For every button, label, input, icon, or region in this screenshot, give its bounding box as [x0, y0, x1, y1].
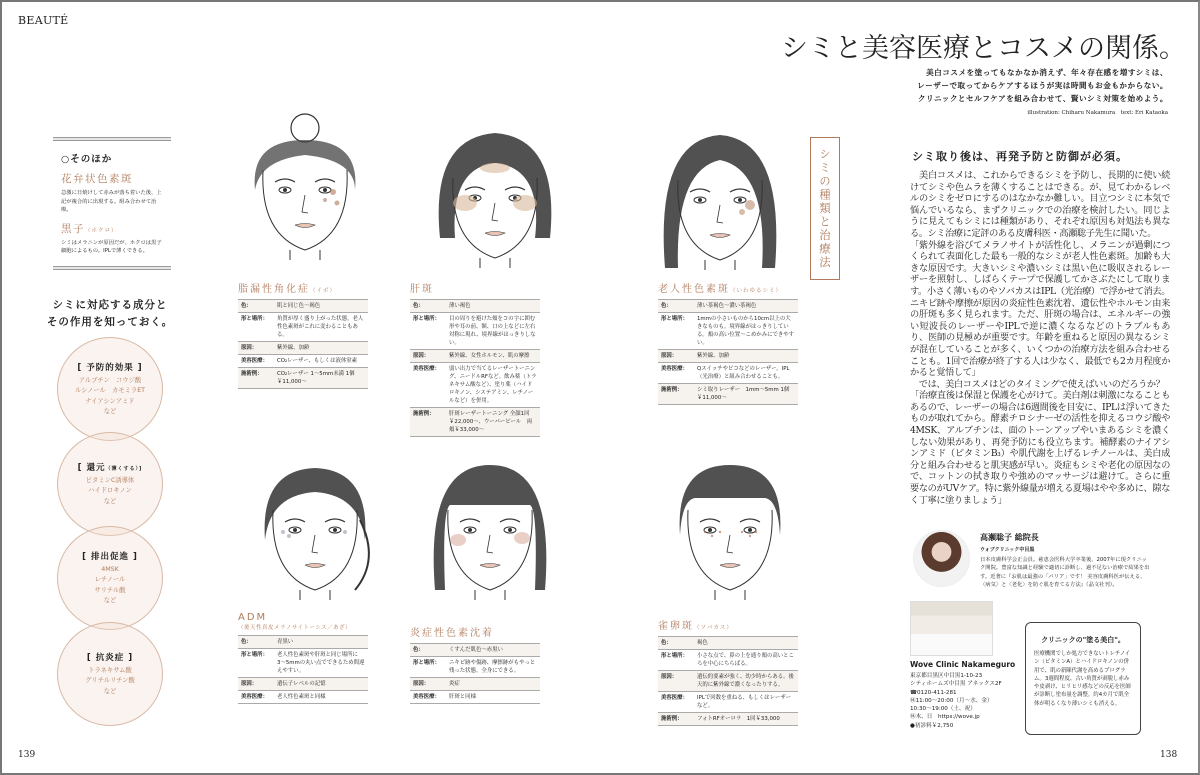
condition-table — [238, 299, 368, 389]
row-label: 美容医療： — [658, 692, 694, 713]
ingredient-item: グリチルリチン酸 — [85, 677, 135, 685]
table-row — [410, 300, 540, 313]
row-value: 薄い茶褐色〜濃い茶褐色 — [694, 300, 798, 313]
paragraph: 美白コスメは、これからできるシミを予防し、長期的に使い続けてシミや色ムラを薄くすることはできる。が、見てわかるレベルのシミをゼロにするのはなかなか難しい。目立つシミに本気で悩んでいるなら、まずクリニックでの治療を検討したい。同じように見えてもシミには種類があり、それぞれ原因も対処法も異なる。シミ治療に定評のある皮膚科医・高瀬聡子先生に聞いた。 — [910, 170, 1170, 239]
table-row — [658, 313, 798, 350]
table-row — [238, 300, 368, 313]
doctor-name: 高瀬聡子 総院長 — [980, 533, 1039, 542]
table-row — [658, 650, 798, 671]
section-label: BEAUTÉ — [18, 14, 69, 27]
condition-name: 肝斑 — [410, 284, 434, 295]
table-row — [410, 363, 540, 408]
other-item-title: 花弁状色素斑 — [61, 173, 133, 185]
row-label: 美容医療： — [238, 691, 274, 704]
row-value: ニキビ跡や傷跡、摩擦跡がもやっと残った状態。全身にできる。 — [446, 657, 540, 678]
clinic-photo — [910, 601, 993, 656]
article-lead: 美白コスメを塗ってもなかなか消えず、年々存在感を増すシミは、 レーザーで取ってからケアするほうが実は時間もお金もかからない。 クリニックとセルフケアを組み合わせて、賢いシミ対策を始めよう。 — [917, 68, 1168, 103]
tip-title: クリニックの"塗る美白"。 — [1041, 636, 1125, 644]
clinic-info — [910, 660, 1030, 730]
condition-name: 老人性色素斑（いわゆるシミ） — [658, 284, 783, 295]
clinic-hours: ㊡11:00〜20:00（月〜水、金） — [910, 697, 993, 704]
other-box-title: ○そのほか — [61, 154, 113, 165]
box-top-bar — [53, 137, 171, 141]
row-label: 形と場所： — [658, 650, 694, 671]
table-row — [238, 678, 368, 691]
ingredient-item: 4MSK — [101, 565, 119, 573]
credit-line: illustration: Chiharu Nakamura text: Eri Kataoka — [1027, 110, 1168, 116]
ingredient-circle — [57, 622, 163, 726]
ingredient-item: レチノール — [94, 576, 126, 583]
other-types-box — [53, 137, 171, 270]
row-label: 施術例： — [410, 408, 446, 437]
ingredient-item: など — [103, 597, 117, 604]
row-label: 色： — [238, 300, 274, 313]
doctor-profile — [980, 532, 1152, 589]
table-row — [238, 636, 368, 649]
paragraph: 「治療直後は保湿と保護を心がけて。美白剤は刺激になることもあるので、レーザーの場合は6週間後を目安に、IPLは浮いてきたものが取れてから。酵素チロシナーゼの活性を抑えるコウジ酸や4MSK、アルブチンは、面のトーンアップやいまあるシミを濃くしない効果があり、再発予防にも役立ちます。補酵素のナイアシンアミド（ビタミンB₃）や肌代謝を上げるレチノールは、美白成分と組み合わせると肌実感が早い。炎症もシミや老化の原因なので、コットンの拭き取りや強めのマッサージは避けて。さらに重要なのがUVケア。特に紫外線量が増える夏場はやや多めに、隙なく丁寧に塗りましょう」 — [910, 390, 1170, 506]
clinic-closed-url[interactable]: ㊡木、日 https://wove.jp — [910, 714, 980, 721]
condition-name: 脂漏性角化症（イボ） — [238, 284, 337, 295]
page-number-left: 139 — [18, 750, 36, 760]
row-label: 形と場所： — [658, 313, 694, 350]
row-value: 褐色 — [694, 637, 798, 650]
row-label: 色： — [658, 300, 694, 313]
face-illustration — [245, 450, 385, 600]
row-label: 色： — [410, 300, 446, 313]
ingredient-category: [ 抗炎症 ] — [86, 652, 134, 663]
row-value: 肌と同じ色〜褐色 — [274, 300, 368, 313]
row-label: 施術例： — [658, 713, 694, 726]
clinic-name: Wove Clinic Nakameguro — [910, 660, 1016, 669]
row-value: フォトRFオーロラ 1回￥33,000 — [694, 713, 798, 726]
condition-subtitle: （後天性真皮メラノサイトーシス／あざ） — [238, 625, 352, 631]
row-label: 原因： — [410, 678, 446, 691]
ingredient-category: [ 還元（薄くする）] — [77, 462, 143, 473]
other-item-text: シミはメラニンが原因だが、ホクロは黒子細胞によるもの。IPLで薄くできる。 — [61, 239, 162, 254]
row-label: 美容医療： — [238, 355, 274, 368]
row-label: 美容医療： — [658, 363, 694, 384]
condition-card — [658, 617, 798, 726]
face-illustration — [420, 450, 560, 600]
row-value: CO₂レーザー、もしくは液体窒素 — [274, 355, 368, 368]
clinic-hours-weekend: 10:30〜19:00（土、祝） — [910, 706, 976, 713]
row-value: 紫外線、女性ホルモン、肌の摩擦 — [446, 350, 540, 363]
tip-text: 医療機関でしか処方できないトレチノイン（ビタミンA）とハイドロキノンの併用で、肌の新陳代謝を高めるプログラム。3週間程度、古い角質が剥脱し赤みや皮剥け、ヒリヒリ感などの反応を医師が診断し塗布量を調整。約4カ月で肌全体が明るくなり薄いシミも消える。 — [1034, 651, 1131, 707]
row-value: くすんだ肌色〜赤黒い — [446, 644, 540, 657]
table-row — [658, 671, 798, 692]
article-title: シミと美容医療とコスメの関係。 — [781, 33, 1186, 64]
row-label: 形と場所： — [238, 649, 274, 678]
table-row — [238, 313, 368, 342]
ingredient-item: サリチル酸 — [94, 586, 126, 594]
clinic-phone: ☎0120-411-281 — [910, 689, 957, 696]
row-value: 小さな点で、鼻の上を通り頬の高いところを中心にちらばる。 — [694, 650, 798, 671]
row-label: 施術例： — [658, 384, 694, 405]
ingredient-circle — [57, 526, 163, 630]
body-heading: シミ取り後は、再発予防と防御が必須。 — [912, 150, 1128, 163]
row-value: 紫外線、加齢 — [274, 342, 368, 355]
doctor-clinic: ウォブクリニック中目黒 — [980, 547, 1035, 553]
article-body — [910, 170, 1170, 506]
table-row — [658, 300, 798, 313]
other-item-title: 黒子（ホクロ） — [61, 222, 118, 235]
table-row — [410, 691, 540, 704]
row-value: 弱い出力で当てるレーザートーニング、ニードルRFなど。飲み薬（トラネキサム酸など）、塗り薬（ハイドロキノン、システアミン、レチノールなど）を併用。 — [446, 363, 540, 408]
ingredients-heading: シミに対応する成分と その作用を知っておく。 — [46, 299, 174, 328]
doctor-photo — [913, 530, 970, 587]
condition-card — [238, 612, 368, 704]
row-value: CO₂レーザー 1〜5mm未満 1個￥11,000〜 — [274, 368, 368, 389]
condition-card — [658, 280, 798, 405]
row-label: 美容医療： — [410, 691, 446, 704]
table-row — [658, 350, 798, 363]
condition-card — [238, 280, 368, 389]
row-label: 原因： — [410, 350, 446, 363]
table-row — [238, 691, 368, 704]
ingredient-item: ハイドロキノン — [88, 487, 132, 495]
condition-name: 雀卵斑（ソバカス） — [658, 621, 733, 632]
condition-card — [410, 624, 540, 704]
ingredient-item: など — [103, 687, 117, 695]
condition-card — [410, 280, 540, 437]
clinic-fee: ●初診料￥2,750 — [910, 722, 954, 729]
row-value: 遺伝的要素が強く、幼少時からある。後天的に紫外線で濃くなったりする。 — [694, 671, 798, 692]
table-row — [410, 350, 540, 363]
ingredient-item: ビタミンC誘導体 — [85, 476, 135, 484]
table-row — [658, 692, 798, 713]
ingredient-circle — [57, 337, 163, 441]
table-row — [410, 644, 540, 657]
paragraph: 「紫外線を浴びてメラノサイトが活性化し、メラニンが過剰につくられて表面化した最も一般的なシミが老人性色素斑。加齢も大きな原因です。大きいシミや濃いシミは黒い色に吸収されるレーザーを照射し、しばらくテープで保護してかさぶたにして取ります。小さく薄いものやソバカスはIPL（光治療）で浮かせて消去。ニキビ跡や摩擦が原因の炎症性色素沈着、遺伝性やホルモン由来の肝斑も多く見られます。ただ、肝斑の場合は、エネルギーの強い短波長のレーザーやIPLで逆に濃くなるなどのトラブルもあり、医師の見極めが重要です。年齢を重ねると原因の異なるシミが混在していることが多く、いくつかの治療方法を組み合わせることも。1回で治療が終了する人は少なく、最低でも2カ月程度かかると覚悟して」 — [910, 239, 1170, 379]
ingredient-item: トラネキサム酸 — [88, 666, 132, 674]
face-illustration — [425, 118, 565, 268]
row-label: 色： — [658, 637, 694, 650]
ingredient-category: [ 予防的効果 ] — [77, 362, 143, 373]
ingredient-item: ナイアシンアミド — [85, 397, 135, 405]
row-value: 角質が厚く盛り上がった状態。老人性色素斑がこれに変わることもある。 — [274, 313, 368, 342]
section-vertical-label: シミの種類と治療法 — [810, 137, 840, 280]
table-row — [410, 313, 540, 350]
row-value: 肝斑レーザートーニング 全顔1回￥22,000〜、ウーバーピール 両頬￥33,000〜 — [446, 408, 540, 437]
ingredient-item: アルブチン コウジ酸 — [78, 376, 142, 384]
row-value: Qスイッチやピコなどのレーザー。IPL（光治療）と組み合わせることも。 — [694, 363, 798, 384]
row-value: シミ取りレーザー 1mm〜5mm 1個￥11,000〜 — [694, 384, 798, 405]
paragraph: では、美白コスメはどのタイミングで使えばいいのだろうか？ — [910, 378, 1165, 390]
tip-box — [1025, 622, 1141, 735]
doctor-bio: 日本皮膚科学会正会員。慈恵会医科大学卒業後、2007年に現クリニック開院。豊富な知識と経験で適切に診断し、過不足ない治療で結果を出す。近著に『お肌は最強の「バリア」です！ 美容皮膚科医が伝える、〈病気〉と〈老化〉を防ぐ肌を育てる方法』（晶文社刊）。 — [980, 557, 1150, 588]
row-label: 美容医療： — [410, 363, 446, 408]
row-label: 原因： — [238, 678, 274, 691]
row-value: 薄い褐色 — [446, 300, 540, 313]
row-label: 形と場所： — [410, 313, 446, 350]
condition-table — [658, 299, 798, 405]
row-value: 1mmの小さいものから10cm以上の大きなものも。境界線がはっきりしている。頬の高い位置〜こめかみにできやすい。 — [694, 313, 798, 350]
row-label: 形と場所： — [410, 657, 446, 678]
table-row — [238, 649, 368, 678]
row-value: 老人性色素斑と同様 — [274, 691, 368, 704]
table-row — [410, 408, 540, 437]
row-label: 形と場所： — [238, 313, 274, 342]
page-number-right: 138 — [1160, 750, 1178, 760]
face-illustration — [235, 110, 375, 260]
row-label: 原因： — [238, 342, 274, 355]
row-value: 紫外線、加齢 — [694, 350, 798, 363]
row-value: 目の周りを避けた頬をコの字に囲む形や耳の前、額、口の上などに左右対称に現れ、境界線がはっきりしない。 — [446, 313, 540, 350]
row-label: 原因： — [658, 350, 694, 363]
row-value: 肝斑と同様 — [446, 691, 540, 704]
row-label: 施術例： — [238, 368, 274, 389]
other-item-text: 急激に日焼けして赤みが落ち着いた後、上記が複合的に出現する。組み合わせて治療。 — [61, 190, 162, 213]
clinic-address: 東京都目黒区中目黒1-10-23 — [910, 673, 983, 679]
table-row — [410, 657, 540, 678]
table-row — [658, 713, 798, 726]
ingredient-item: ルシノール カモミラET — [74, 387, 146, 394]
condition-table — [658, 636, 798, 726]
row-value: 遺伝子レベルの記憶 — [274, 678, 368, 691]
row-value: IPLで回数を重ねる、もしくはレーザーなど。 — [694, 692, 798, 713]
condition-table — [410, 299, 540, 437]
table-row — [658, 637, 798, 650]
ingredient-circle — [57, 432, 163, 536]
row-value: 老人性色素斑や肝斑と同じ場所に3〜5mmの丸い点でできるため間違えやすい。 — [274, 649, 368, 678]
face-illustration — [660, 450, 800, 600]
table-row — [238, 368, 368, 389]
clinic-building: シティホームズ中目黒 アネックス2F — [910, 681, 1002, 688]
table-row — [238, 355, 368, 368]
ingredient-category: [ 排出促進 ] — [82, 551, 138, 562]
box-bottom-bar — [53, 266, 171, 270]
condition-table — [238, 635, 368, 704]
table-row — [658, 384, 798, 405]
condition-name: ADM — [238, 612, 268, 623]
row-label: 色： — [410, 644, 446, 657]
row-value: 青黒い — [274, 636, 368, 649]
row-value: 炎症 — [446, 678, 540, 691]
ingredient-item: など — [103, 497, 117, 505]
face-illustration — [650, 120, 790, 270]
table-row — [658, 363, 798, 384]
row-label: 色： — [238, 636, 274, 649]
row-label: 原因： — [658, 671, 694, 692]
table-row — [410, 678, 540, 691]
table-row — [238, 342, 368, 355]
condition-table — [410, 643, 540, 704]
condition-name: 炎症性色素沈着 — [410, 628, 494, 639]
ingredient-item: など — [103, 408, 117, 415]
